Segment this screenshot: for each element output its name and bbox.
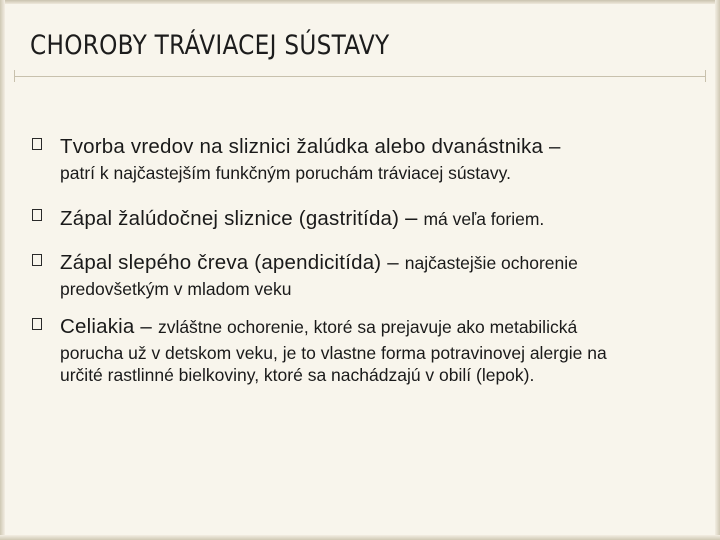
slide-frame-right <box>715 0 720 540</box>
divider-left-tick <box>14 70 23 82</box>
bullet-rest-text: najčastejšie ochorenie <box>404 253 578 273</box>
bullet-heading <box>32 206 692 231</box>
bullet-continuation: porucha už v detskom veku, je to vlastne forma potravinovej alergie na <box>60 343 607 363</box>
bullet-lead-text: Celiakia – <box>60 315 153 338</box>
slide-frame-bottom <box>0 535 720 540</box>
bullet-item-celiac <box>32 315 692 386</box>
bullet-square-icon <box>32 254 42 266</box>
bullet-square-icon <box>32 138 42 150</box>
slide-title: CHOROBY TRÁVIACEJ SÚSTAVY <box>30 30 390 61</box>
title-divider <box>14 76 706 77</box>
bullet-rest-text: zvláštne ochorenie, ktoré sa prejavuje ako metabilická <box>157 317 578 337</box>
divider-right-tick <box>705 70 714 82</box>
bullet-item-ulcers <box>32 135 692 184</box>
bullet-square-icon <box>32 318 42 330</box>
bullet-continuation: patrí k najčastejším funkčným poruchám tráviacej sústavy. <box>60 163 511 183</box>
slide-frame-top <box>0 0 720 4</box>
bullet-lead-text: Tvorba vredov na sliznici žalúdka alebo dvanástnika – <box>60 135 561 158</box>
bullet-lead-text: Zápal žalúdočnej sliznice (gastritída) <box>60 207 400 230</box>
bullet-heading <box>32 251 692 275</box>
bullet-heading <box>32 135 692 159</box>
bullet-continuation: predovšetkým v mladom veku <box>60 279 292 299</box>
bullet-continuation: určité rastlinné bielkoviny, ktoré sa nachádzajú v obilí (lepok). <box>60 365 535 385</box>
slide-frame-left <box>0 0 5 540</box>
bullet-lead-text: Zápal slepého čreva (apendicitída) – <box>60 251 399 274</box>
bullet-heading <box>32 315 692 339</box>
bullet-dash: – <box>405 205 418 230</box>
bullet-square-icon <box>32 209 42 221</box>
bullet-item-gastritis <box>32 206 692 231</box>
bullet-rest-text: má veľa foriem. <box>423 209 545 229</box>
bullet-item-appendicitis <box>32 251 692 300</box>
